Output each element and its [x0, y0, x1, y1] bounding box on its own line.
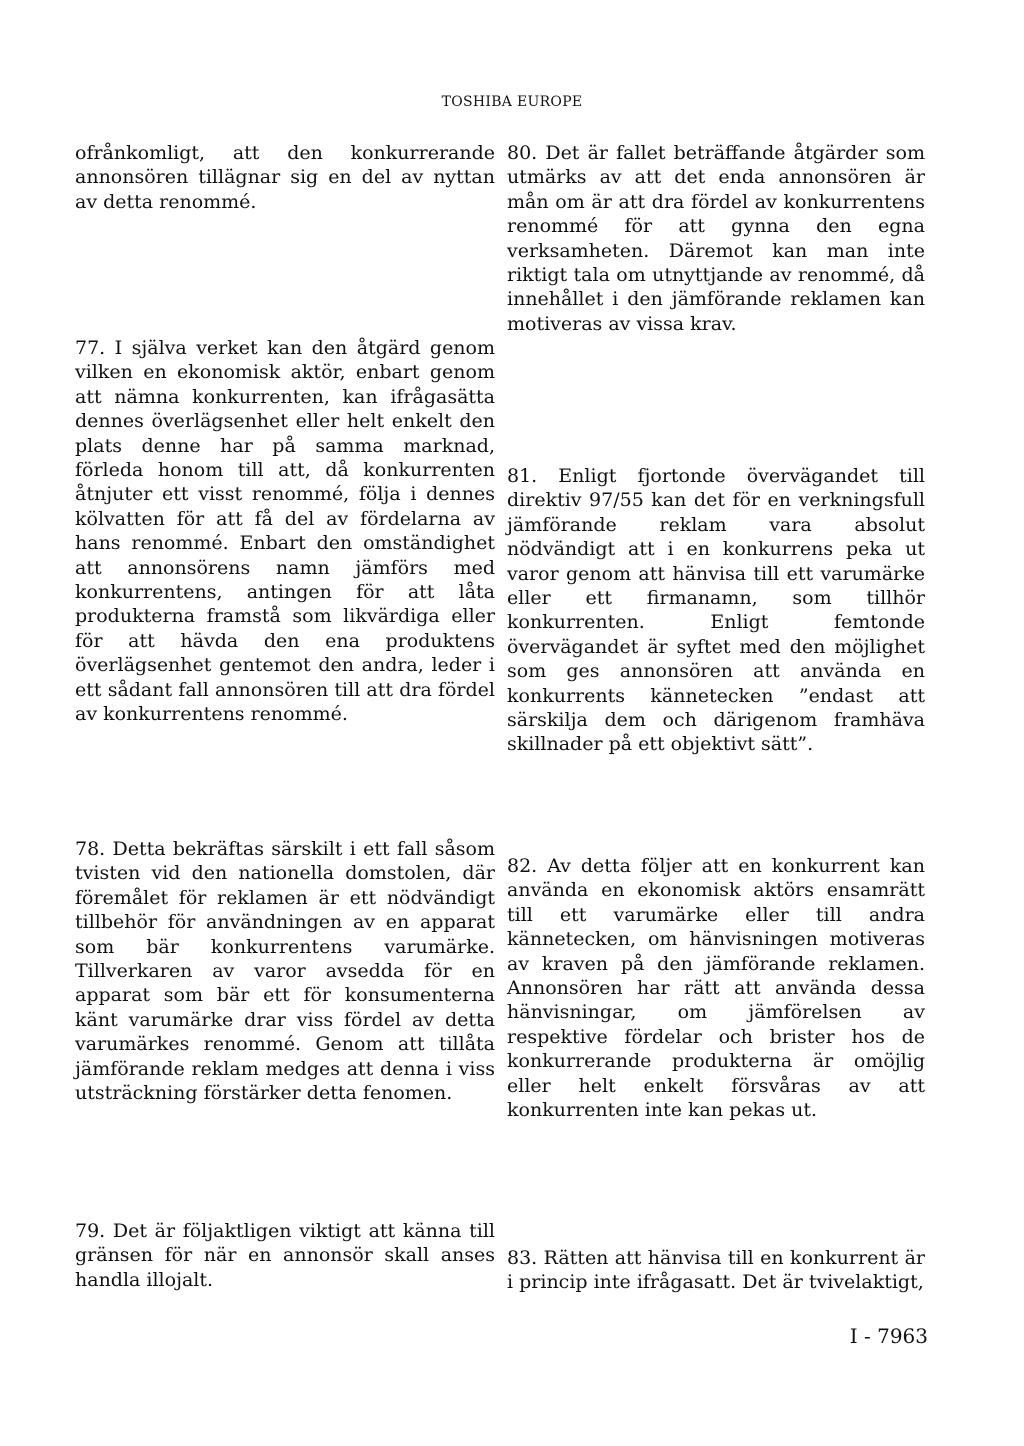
paragraph-78: 78. Detta bekräftas särskilt i ett fall såsom tvisten vid den nationella domstolen, där föremålet för reklamen är ett nödvändigt tillbehör för användningen av en apparat som bär konkurrentens varumärke. Tillverkaren av varor avsedda för en apparat som bär ett för konsumenterna känt varumärke drar viss fördel av detta varumärkes renommé. Genom att tillåta jämförande reklam medges att denna i viss utsträckning förstärker detta fenomen. [75, 838, 495, 1105]
page-number: I - 7963 [849, 1324, 928, 1348]
paragraph-80: 80. Det är fallet beträffande åtgärder som utmärks av att det enda annonsören är mån om är att dra fördel av konkurrentens renommé för att gynna den egna verksamheten. Däremot kan man inte riktigt tala om utnyttjande av renommé, då innehållet i den jämförande reklamen kan motiveras av vissa krav. [507, 142, 925, 335]
paragraph-79: 79. Det är följaktligen viktigt att känna till gränsen för när en annonsör skall anses handla illojalt. [75, 1220, 495, 1291]
paragraph-83: 83. Rätten att hänvisa till en konkurrent är i princip inte ifrågasatt. Det är tvivelaktigt, [507, 1247, 925, 1294]
running-head: TOSHIBA EUROPE [441, 94, 583, 110]
paragraph-81: 81. Enligt fjortonde övervägandet till direktiv 97/55 kan det för en verkningsfull jämförande reklam vara absolut nödvändigt att i en konkurrens peka ut varor genom att hänvisa till ett varumärke eller ett firmanamn, som tillhör konkurrenten. Enligt femtonde övervägandet är syftet med den möjlighet som ges annonsören att använda en konkurrents kännetecken ”endast att särskilja dem och därigenom framhäva skillnader på ett objektivt sätt”. [507, 465, 925, 756]
paragraph-77: 77. I själva verket kan den åtgärd genom vilken en ekonomisk aktör, enbart genom att nämna konkurrenten, kan ifrågasätta dennes överlägsenhet eller helt enkelt den plats denne har på samma marknad, förleda honom till att, då konkurrenten åtnjuter ett visst renommé, följa i dennes kölvatten för att få del av fördelarna av hans renommé. Enbart den omständighet att annonsörens namn jämförs med konkurrentens, antingen för att låta produkterna framstå som likvärdiga eller för att hävda den ena produktens överlägsenhet gentemot den andra, leder i ett sådant fall annonsören till att dra fördel av konkurrentens renommé. [75, 337, 495, 726]
paragraph-76-continued: ofrånkomligt, att den konkurrerande annonsören tillägnar sig en del av nyttan av detta renommé. [75, 142, 495, 213]
paragraph-82: 82. Av detta följer att en konkurrent kan använda en ekonomisk aktörs ensamrätt till ett varumärke eller till andra kännetecken, om hänvisningen motiveras av kraven på den jämförande reklamen. Annonsören har rätt att använda dessa hänvisningar, om jämförelsen av respektive fördelar och brister hos de konkurrerande produkterna är omöjlig eller helt enkelt försvåras av att konkurrenten inte kan pekas ut. [507, 855, 925, 1122]
